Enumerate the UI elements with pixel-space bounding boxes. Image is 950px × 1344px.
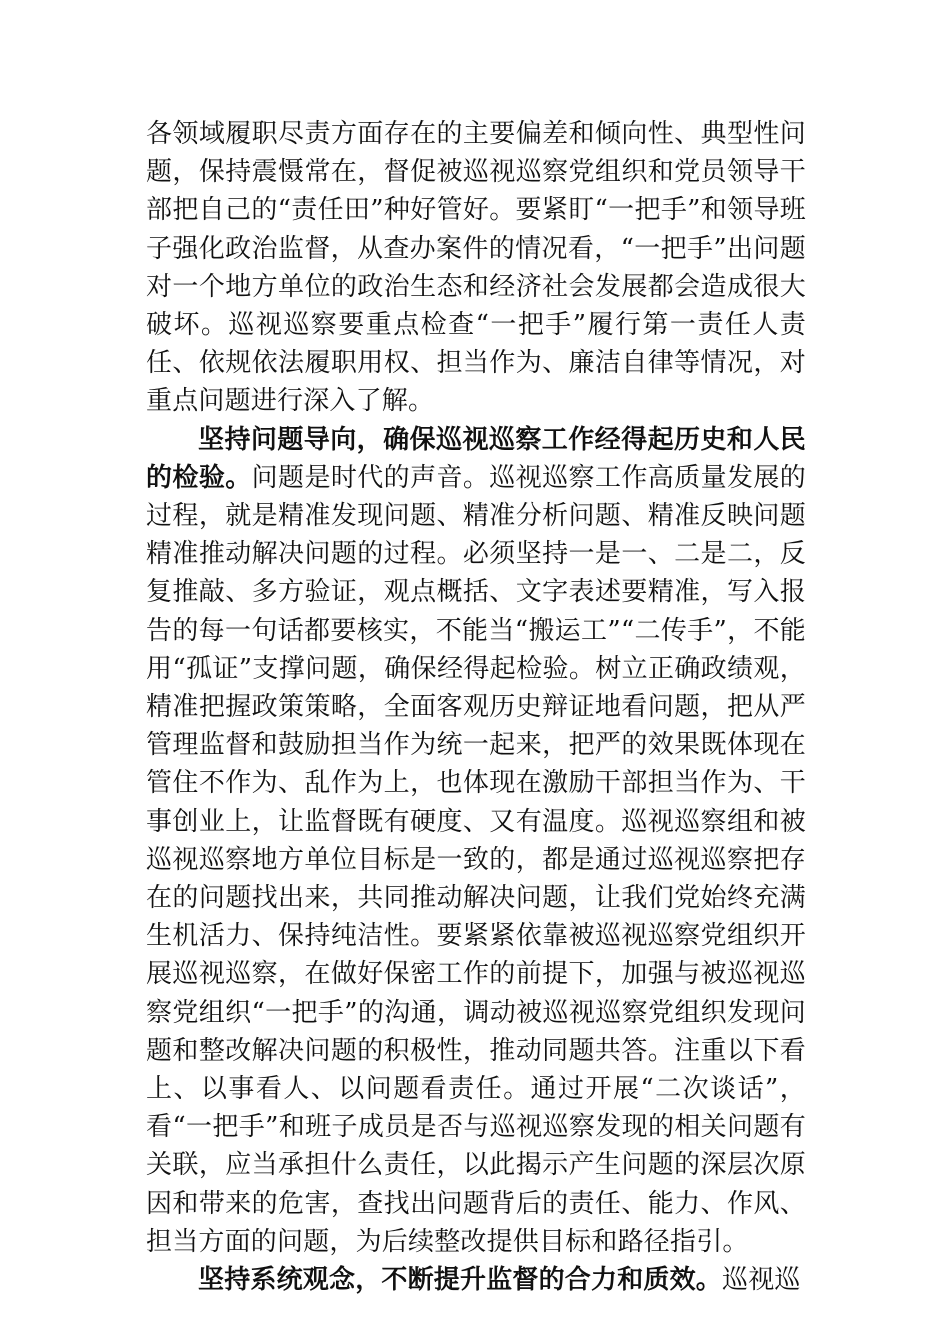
paragraph-1 bbox=[146, 115, 806, 421]
paragraph-3 bbox=[146, 1261, 806, 1299]
document-body bbox=[146, 115, 806, 1299]
paragraph-3-lead: 坚持系统观念，不断提升监督的合力和质效。 bbox=[198, 1265, 723, 1296]
paragraph-3-text: 巡视巡 bbox=[722, 1265, 801, 1296]
paragraph-2 bbox=[146, 421, 806, 1261]
paragraph-2-lead: 坚持问题导向，确保巡视巡察工作经得起历史和人民的检验。 bbox=[146, 424, 806, 493]
paragraph-1-text: 各领域履职尽责方面存在的主要偏差和倾向性、典型性问题，保持震慑常在，督促被巡视巡察党组织和党员领导干部把自己的“责任田”种好管好。要紧盯“一把手”和领导班子强化政治监督，从查办案件的情况看，“一把手”出问题对一个地方单位的政治生态和经济社会发展都会造成很大破坏。巡视巡察要重点检查“一把手”履行第一责任人责任、依规依法履职用权、担当作为、廉洁自律等情况，对重点问题进行深入了解。 bbox=[146, 119, 806, 417]
paragraph-2-text: 问题是时代的声音。巡视巡察工作高质量发展的过程，就是精准发现问题、精准分析问题、精准反映问题精准推动解决问题的过程。必须坚持一是一、二是二，反复推敲、多方验证，观点概括、文字表述要精准，写入报告的每一句话都要核实，不能当“搬运工”“二传手”，不能用“孤证”支撑问题，确保经得起检验。树立正确政绩观，精准把握政策策略，全面客观历史辩证地看问题，把从严管理监督和鼓励担当作为统一起来，把严的效果既体现在管住不作为、乱作为上，也体现在激励干部担当作为、干事创业上，让监督既有硬度、又有温度。巡视巡察组和被巡视巡察地方单位目标是一致的，都是通过巡视巡察把存在的问题找出来，共同推动解决问题，让我们党始终充满生机活力、保持纯洁性。要紧紧依靠被巡视巡察党组织开展巡视巡察，在做好保密工作的前提下，加强与被巡视巡察党组织“一把手”的沟通，调动被巡视巡察党组织发现问题和整改解决问题的积极性，推动同题共答。注重以下看上、以事看人、以问题看责任。通过开展“二次谈话”，看“一把手”和班子成员是否与巡视巡察发现的相关问题有关联，应当承担什么责任，以此揭示产生问题的深层次原因和带来的危害，查找出问题背后的责任、能力、作风、担当方面的问题，为后续整改提供目标和路径指引。 bbox=[146, 462, 806, 1257]
